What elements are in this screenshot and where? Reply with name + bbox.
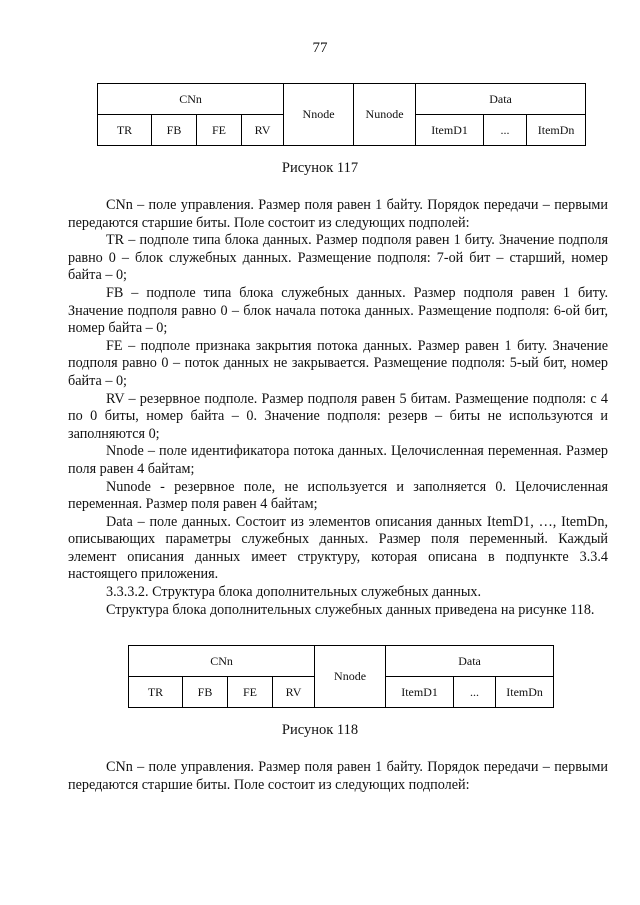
nunode-field: Nunode xyxy=(354,84,416,146)
rv-subfield: RV xyxy=(273,677,315,708)
nnode-field: Nnode xyxy=(284,84,354,146)
body-text-1 xyxy=(68,197,608,619)
itemd1-cell: ItemD1 xyxy=(416,115,484,146)
page-number: 77 xyxy=(312,40,328,56)
figure-117-caption: Рисунок 117 xyxy=(281,160,359,176)
figure-117-structure-diagram xyxy=(97,83,586,146)
tr-subfield: TR xyxy=(129,677,183,708)
cnn-field: CNn xyxy=(98,84,284,115)
ellipsis-cell: ... xyxy=(484,115,527,146)
paragraph-rv: RV – резервное подполе. Размер подполя равен 5 битам. Размещение подполя: с 4 по 0 биты, номер байта – 0. Значение подполя: резерв – биты не используются и заполняются 0; xyxy=(68,390,608,442)
nnode-field: Nnode xyxy=(315,646,386,708)
ellipsis-cell: ... xyxy=(454,677,496,708)
data-field: Data xyxy=(416,84,586,115)
paragraph-nnode: Nnode – поле идентификатора потока данных. Целочисленная переменная. Размер поля равен 4 байтам; xyxy=(68,443,608,477)
rv-subfield: RV xyxy=(242,115,284,146)
figure-118-structure-diagram xyxy=(128,645,554,708)
data-field: Data xyxy=(386,646,554,677)
paragraph-data: Data – поле данных. Состоит из элементов описания данных ItemD1, …, ItemDn, описывающих параметры служебных данных. Размер поля переменный. Каждый элемент описания данных имеет структуру, которая описана в подпункте 3.3.4 настоящего приложения. xyxy=(68,513,608,583)
paragraph-fb: FB – подполе типа блока служебных данных. Размер подполя равен 1 биту. Значение подполя равно 0 – блок начала потока данных. Размещение подполя: 6-ой бит, номер байта – 0; xyxy=(68,284,608,337)
figure-118-caption: Рисунок 118 xyxy=(281,722,359,738)
fb-subfield: FB xyxy=(183,677,228,708)
paragraph-cnn: CNn – поле управления. Размер поля равен 1 байту. Порядок передачи – первыми передаются старшие биты. Поле состоит из следующих подполей: xyxy=(68,197,608,231)
paragraph-figure-ref: Структура блока дополнительных служебных данных приведена на рисунке 118. xyxy=(106,601,595,618)
section-heading: 3.3.3.2. Структура блока дополнительных служебных данных. xyxy=(106,584,482,601)
tr-subfield: TR xyxy=(98,115,152,146)
paragraph-fe: FE – подполе признака закрытия потока данных. Размер равен 1 биту. Значение подполя равно 0 – поток данных не закрывается. Размещение подполя: 5-ый бит, номер байта – 0; xyxy=(68,337,608,389)
itemdn-cell: ItemDn xyxy=(527,115,586,146)
paragraph-tr: TR – подполе типа блока данных. Размер подполя равен 1 биту. Значение подполя равно 0 – блок служебных данных. Размещение подполя: 7-ой бит – старший, номер байта – 0; xyxy=(68,232,608,284)
itemd1-cell: ItemD1 xyxy=(386,677,454,708)
body-text-2 xyxy=(68,759,608,794)
cnn-field: CNn xyxy=(129,646,315,677)
paragraph-cnn-2: CNn – поле управления. Размер поля равен 1 байту. Порядок передачи – первыми передаются старшие биты. Поле состоит из следующих подполей: xyxy=(68,759,608,793)
fb-subfield: FB xyxy=(152,115,197,146)
paragraph-nunode: Nunode - резервное поле, не используется и заполняется 0. Целочисленная переменная. Размер поля равен 4 байтам; xyxy=(68,478,608,513)
itemdn-cell: ItemDn xyxy=(496,677,554,708)
fe-subfield: FE xyxy=(228,677,273,708)
fe-subfield: FE xyxy=(197,115,242,146)
